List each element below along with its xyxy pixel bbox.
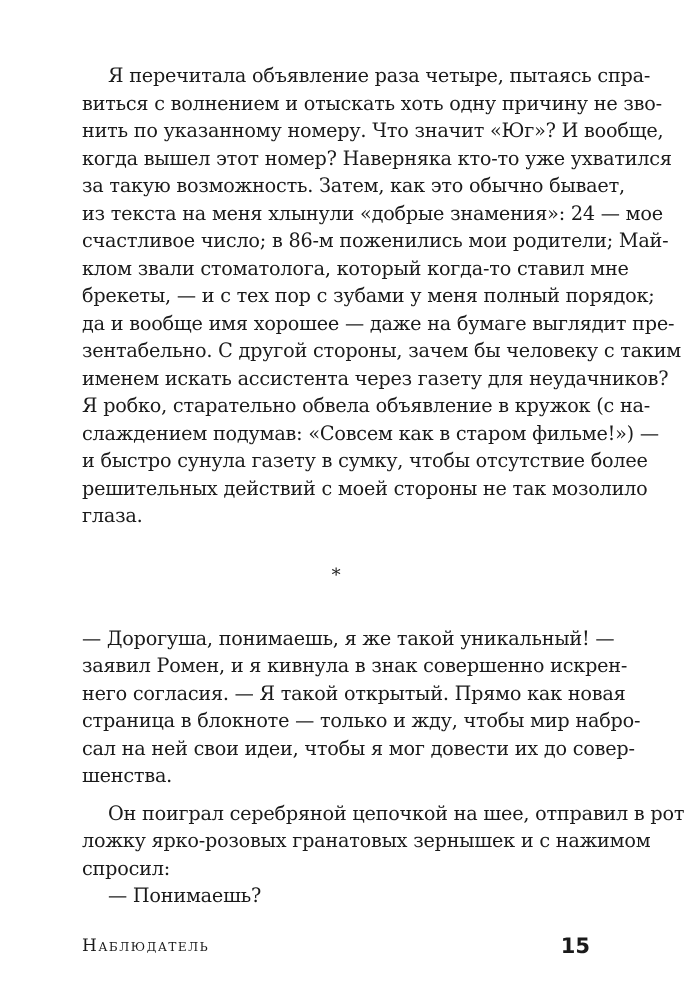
- text-line: виться с волнением и отыскать хоть одну причину не зво-: [82, 91, 662, 115]
- text-line: зентабельно. С другой стороны, зачем бы человеку с таким: [82, 339, 682, 362]
- text-line: Я перечитала объявление раза четыре, пытаясь спра-: [108, 64, 651, 87]
- text-line: страница в блокноте — только и жду, чтобы мир набро-: [82, 709, 641, 732]
- running-head: Наблюдатель: [82, 936, 210, 956]
- text-line: решительных действий с моей стороны не так мозолило: [82, 476, 648, 500]
- text-line: него согласия. — Я такой открытый. Прямо как новая: [82, 681, 626, 705]
- page-footer: [82, 934, 590, 960]
- body-text: [82, 62, 685, 910]
- section-divider: *: [331, 564, 341, 586]
- text-line: за такую возможность. Затем, как это обычно бывает,: [82, 174, 625, 197]
- page-number: 15: [560, 934, 590, 958]
- text-line: шенства.: [82, 764, 173, 787]
- text-line: глаза.: [82, 504, 143, 527]
- paragraph-chain: [82, 800, 685, 883]
- text-line: — Понимаешь?: [108, 884, 262, 907]
- text-line: из текста на меня хлынули «добрые знамения»: 24 — мое: [82, 201, 663, 225]
- paragraph-gap: [82, 790, 590, 800]
- paragraph-romain-speech: [82, 625, 641, 790]
- text-line: и быстро сунула газету в сумку, чтобы отсутствие более: [82, 449, 648, 472]
- text-line: брекеты, — и с тех пор с зубами у меня полный порядок;: [82, 284, 655, 307]
- text-line: когда вышел этот номер? Наверняка кто-то уже ухватился: [82, 146, 672, 170]
- text-line: спросил:: [82, 856, 170, 880]
- text-line: слаждением подумав: «Совсем как в старом фильме!») —: [82, 421, 659, 445]
- text-line: ложку ярко-розовых гранатовых зернышек и с нажимом: [82, 829, 651, 852]
- text-line: нить по указанному номеру. Что значит «Юг»? И вообще,: [82, 119, 664, 142]
- text-line: именем искать ассистента через газету для неудачников?: [82, 366, 669, 390]
- paragraph-ad-reread: [82, 62, 682, 530]
- text-line: счастливое число; в 86-м поженились мои родители; Май-: [82, 229, 669, 252]
- text-line: да и вообще имя хорошее — даже на бумаге выглядит пре-: [82, 311, 675, 335]
- text-line: клом звали стоматолога, который когда-то ставил мне: [82, 256, 629, 280]
- text-line: Я робко, старательно обвела объявление в кружок (с на-: [82, 394, 651, 417]
- text-line: заявил Ромен, и я кивнула в знак совершенно искрен-: [82, 654, 628, 677]
- paragraph-question: [82, 882, 590, 910]
- text-line: Он поиграл серебряной цепочкой на шее, отправил в рот: [108, 801, 685, 825]
- text-line: сал на ней свои идеи, чтобы я мог довести их до совер-: [82, 736, 635, 760]
- text-line: — Дорогуша, понимаешь, я же такой уникальный! —: [82, 626, 615, 650]
